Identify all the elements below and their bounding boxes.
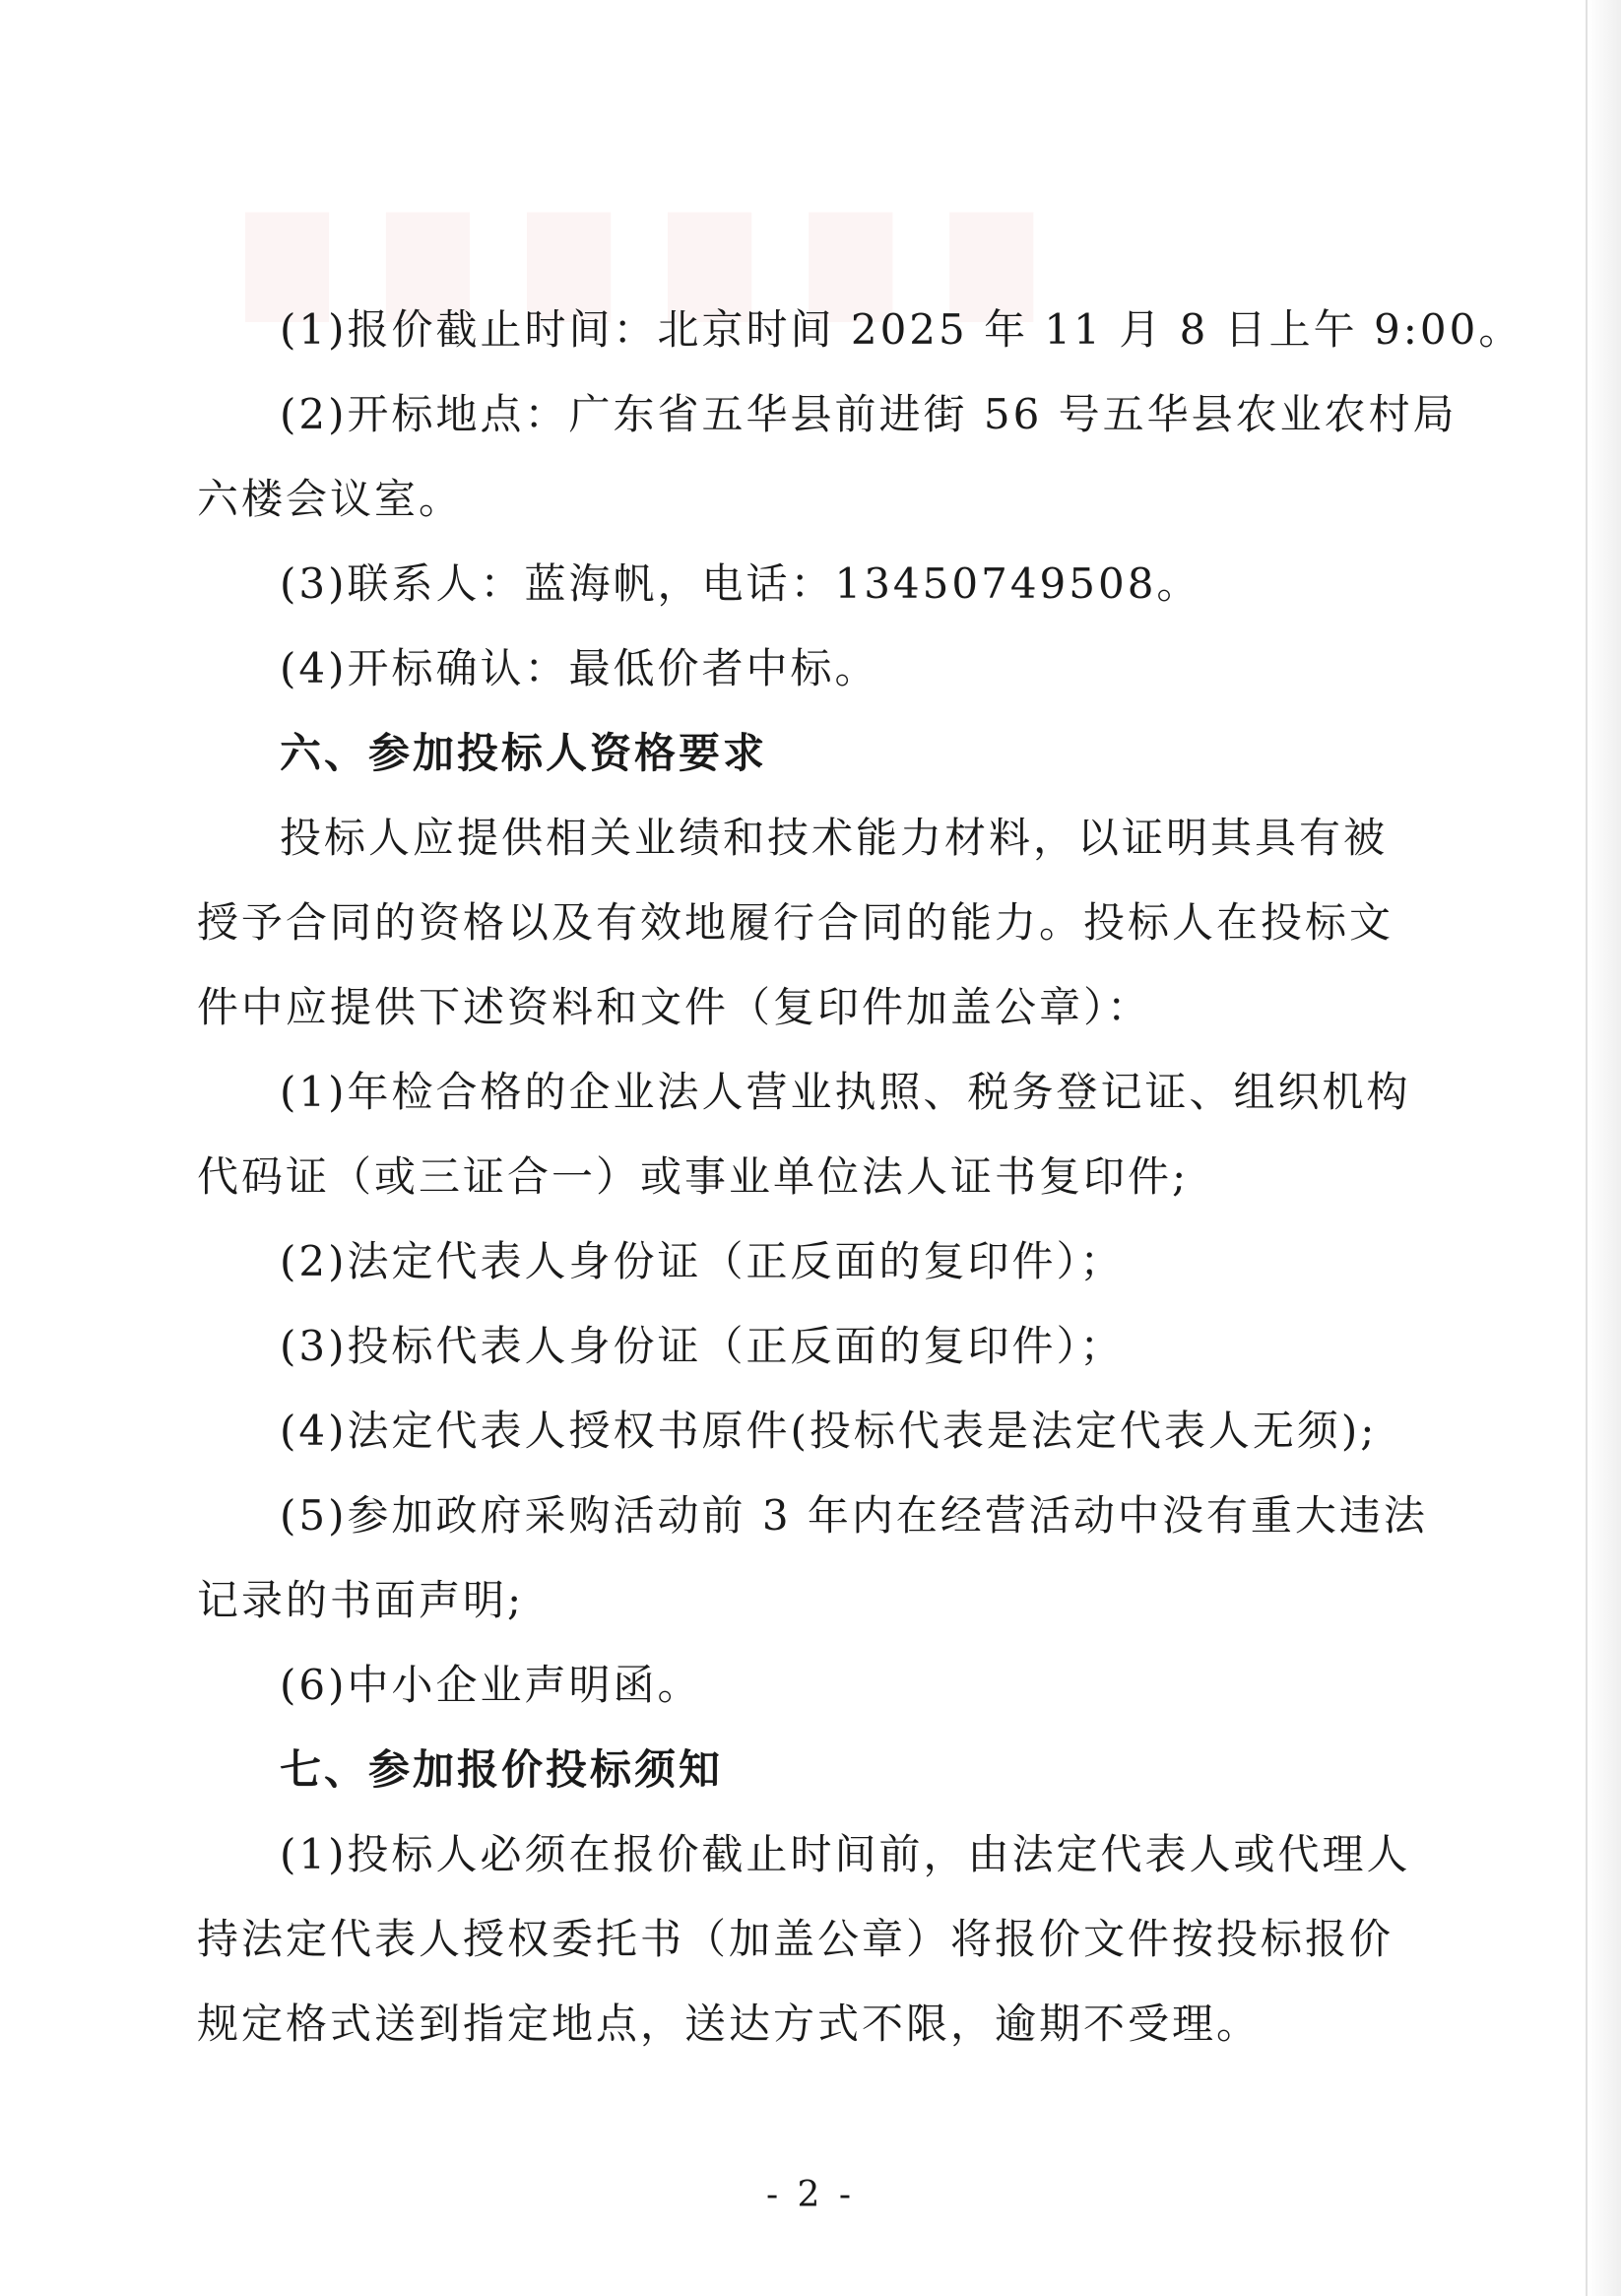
text-line: 代码证（或三证合一）或事业单位法人证书复印件; [197, 1152, 1190, 1201]
text-line: (1)年检合格的企业法人营业执照、税务登记证、组织机构 [280, 1068, 1411, 1116]
text-line: 记录的书面声明; [197, 1576, 525, 1624]
section-heading: 六、参加投标人资格要求 [280, 729, 768, 777]
text-line: (1)报价截止时间：北京时间 2025 年 11 月 8 日上午 9:00。 [280, 305, 1524, 354]
text-line: (6)中小企业声明函。 [280, 1661, 702, 1709]
text-line: 持法定代表人授权委托书（加盖公章）将报价文件按投标报价 [197, 1915, 1394, 1963]
text-line: (5)参加政府采购活动前 3 年内在经营活动中没有重大违法 [280, 1491, 1428, 1540]
page-number: - 2 - [765, 2175, 856, 2215]
scan-edge-shadow [1588, 0, 1621, 2296]
text-line: (4)法定代表人授权书原件(投标代表是法定代表人无须); [280, 1407, 1378, 1455]
section-heading: 七、参加报价投标须知 [280, 1745, 724, 1794]
text-line: 件中应提供下述资料和文件（复印件加盖公章）： [197, 983, 1152, 1031]
bleed-through-decoration: ▇▇▇▇▇▇ [246, 197, 1092, 321]
text-line: 六楼会议室。 [197, 475, 464, 523]
text-line: 投标人应提供相关业绩和技术能力材料，以证明其具有被 [280, 814, 1389, 862]
text-line: (2)开标地点：广东省五华县前进街 56 号五华县农业农村局 [280, 390, 1458, 438]
text-line: (4)开标确认：最低价者中标。 [280, 644, 879, 692]
text-line: 规定格式送到指定地点，送达方式不限，逾期不受理。 [197, 2000, 1262, 2048]
document-body [197, 288, 1524, 2066]
text-line: (1)投标人必须在报价截止时间前，由法定代表人或代理人 [280, 1830, 1411, 1878]
text-line: 授予合同的资格以及有效地履行合同的能力。投标人在投标文 [197, 898, 1394, 947]
text-line: (3)联系人：蓝海帆，电话：13450749508。 [280, 559, 1201, 608]
text-line: (2)法定代表人身份证（正反面的复印件）； [280, 1237, 1125, 1285]
text-line: (3)投标代表人身份证（正反面的复印件）； [280, 1322, 1125, 1370]
